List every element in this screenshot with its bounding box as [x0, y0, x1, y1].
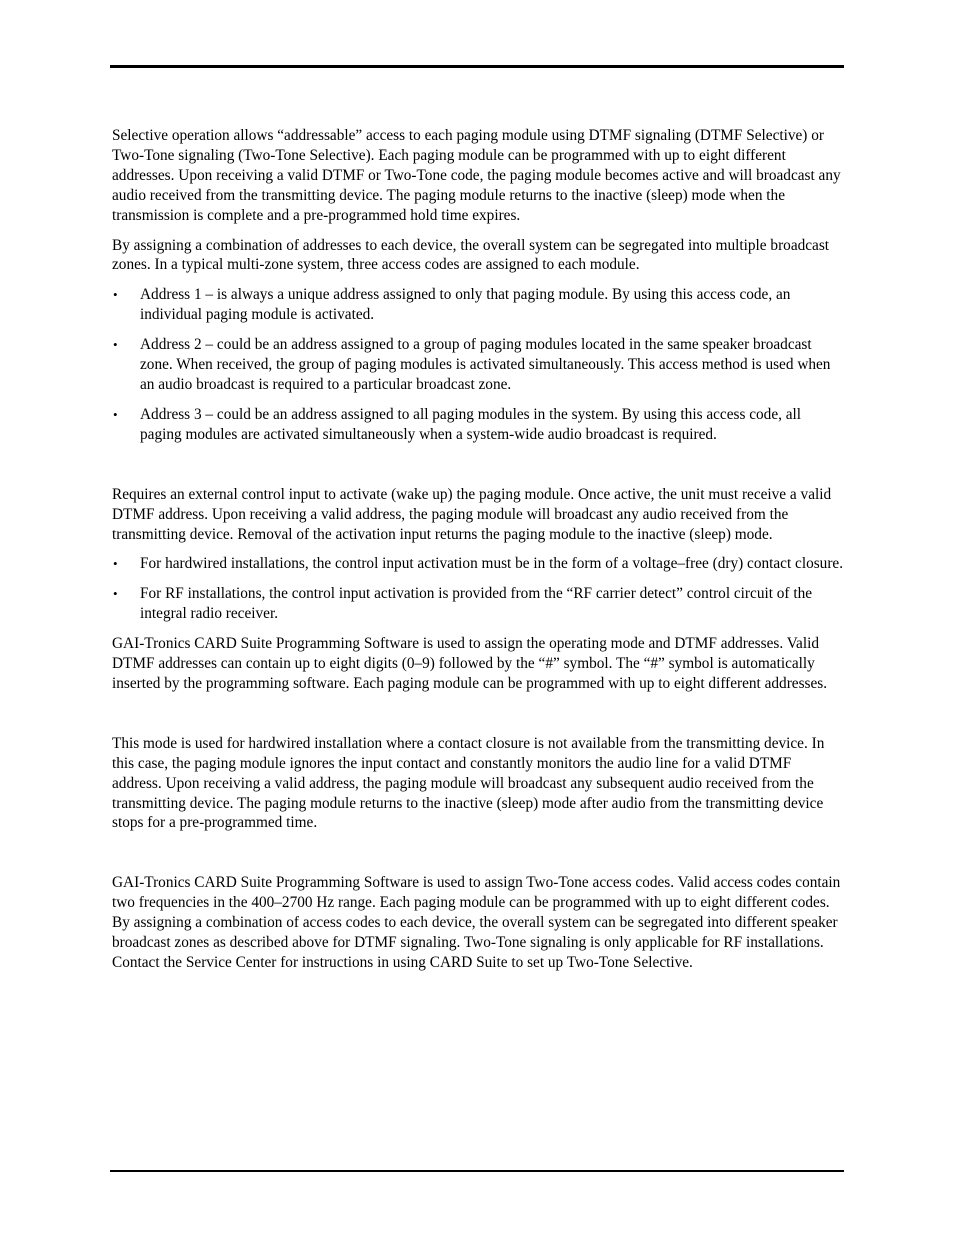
list-item-text: Address 3 – could be an address assigned to all paging modules in the system. By using this access code, all paging modules are activated simultaneously when a system-wide audio broadcast is required.: [140, 405, 802, 443]
footer-rule: [110, 1170, 844, 1172]
list-item-text: For hardwired installations, the control input activation must be in the form of a voltage–free (dry) contact closure.: [140, 555, 844, 573]
list-item-text: For RF installations, the control input activation is provided from the “RF carrier detect” control circuit of the integral radio receiver.: [140, 585, 813, 623]
bullet-glyph: •: [113, 556, 118, 572]
zones-paragraph: By assigning a combination of addresses to each device, the overall system can be segregated into multiple broadcast zones. In a typical multi-zone system, three access codes are assigned to each module.: [112, 236, 830, 274]
two-tone-paragraph: GAI-Tronics CARD Suite Programming Software is used to assign Two-Tone access codes. Valid access codes contain two frequencies in the 400–2700 Hz range. Each paging module can be programmed with up to eight different codes. By assigning a combination of access codes to each device, the overall system can be segregated into different speaker broadcast zones as described above for DTMF signaling. Two-Tone signaling is only applicable for RF installations. Contact the Service Center for instructions in using CARD Suite to set up Two-Tone Selective.: [112, 874, 841, 971]
list-item-text: Address 1 – is always a unique address assigned to only that paging module. By using this access code, an individual paging module is activated.: [140, 286, 791, 324]
selective-intro-paragraph: Selective operation allows “addressable” access to each paging module using DTMF signaling (DTMF Selective) or Two-Tone signaling (Two-Tone Selective). Each paging module can be programmed with up to eight different addresses. Upon receiving a valid DTMF or Two-Tone code, the paging module becomes active and will broadcast any audio received from the transmitting device. The paging module returns to the inactive (sleep) mode when the transmission is complete and a pre-programmed hold time expires.: [112, 127, 841, 224]
list-item-text: Address 2 – could be an address assigned to a group of paging modules located in the same speaker broadcast zone. When received, the group of paging modules is activated simultaneously. This access method is used when an audio broadcast is required to a particular broadcast zone.: [140, 336, 831, 393]
document-body: [112, 126, 844, 983]
audio-monitor-paragraph: This mode is used for hardwired installation where a contact closure is not available from the transmitting device. In this case, the paging module ignores the input contact and constantly monitors the audio line for a valid DTMF address. Upon receiving a valid address, the paging module will broadcast any subsequent audio received from the transmitting device. The paging module returns to the inactive (sleep) mode after audio from the transmitting device stops for a pre-programmed time.: [112, 734, 825, 832]
list-item-hardwired: [112, 554, 844, 574]
card-suite-dtmf-paragraph: GAI-Tronics CARD Suite Programming Software is used to assign the operating mode and DTMF addresses. Valid DTMF addresses can contain up to eight digits (0–9) followed by the “#” symbol. The “#” symbol is automatically inserted by the programming software. Each paging module can be programmed with up to eight different addresses.: [112, 635, 828, 692]
list-item-address-1: [112, 285, 844, 325]
bullet-glyph: •: [113, 337, 118, 353]
section-gap: [112, 704, 844, 734]
control-input-paragraph: Requires an external control input to activate (wake up) the paging module. Once active, the unit must receive a valid DTMF address. Upon receiving a valid address, the paging module will broadcast any audio received from the transmitting device. Removal of the activation input returns the paging module to the inactive (sleep) mode.: [112, 485, 832, 543]
list-item-address-3: [112, 405, 844, 445]
list-item-address-2: [112, 335, 844, 395]
header-rule: [110, 65, 844, 68]
address-list: [112, 285, 844, 444]
section-gap: [112, 455, 844, 485]
list-item-rf: [112, 584, 844, 624]
bullet-glyph: •: [113, 586, 118, 602]
installation-list: [112, 554, 844, 624]
bullet-glyph: •: [113, 287, 118, 303]
section-gap: [112, 843, 844, 873]
bullet-glyph: •: [113, 406, 118, 422]
